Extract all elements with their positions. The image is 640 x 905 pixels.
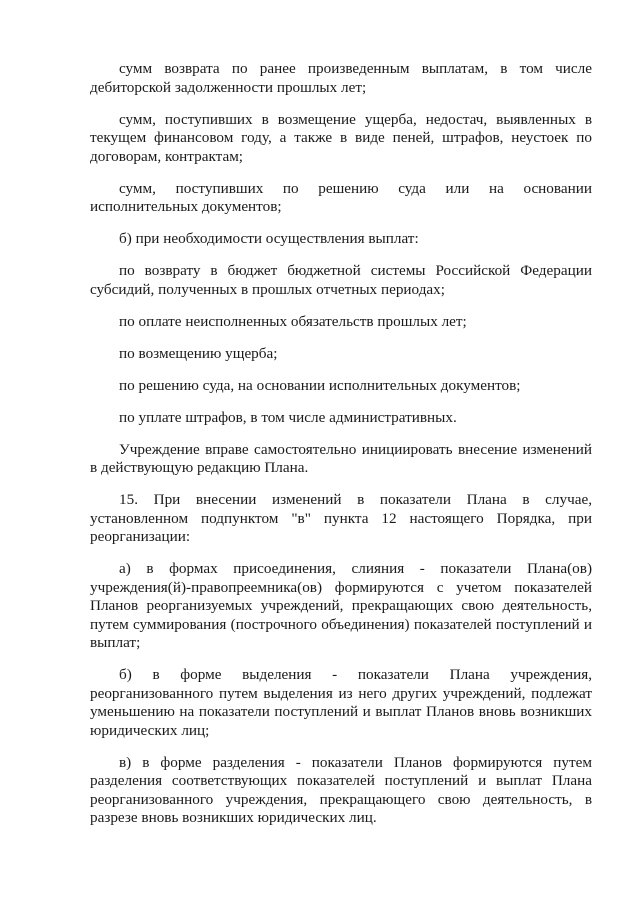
paragraph-refund-sums: сумм возврата по ранее произведенным выплатам, в том числе дебиторской задолженности прошлых лет; <box>90 60 592 96</box>
paragraph-item-v-division: в) в форме разделения - показатели Планов формируются путем разделения соответствующих показателей поступлений и выплат Плана реорганизованного учреждения, прекращающего свою деятельность, в разрезе вновь возникших юридических лиц. <box>90 753 592 826</box>
paragraph-court-decision-sums: сумм, поступивших по решению суда или на основании исполнительных документов; <box>90 179 592 215</box>
paragraph-section-15: 15. При внесении изменений в показатели Плана в случае, установленном подпунктом "в" пункта 12 настоящего Порядка, при реорганизации: <box>90 491 592 545</box>
paragraph-fines-payment: по уплате штрафов, в том числе административных. <box>119 408 457 426</box>
paragraph-institution-initiative: Учреждение вправе самостоятельно инициировать внесение изменений в действующую редакцию Плана. <box>90 440 592 476</box>
paragraph-unfulfilled-obligations: по оплате неисполненных обязательств прошлых лет; <box>119 312 467 330</box>
document-body <box>90 60 592 841</box>
paragraph-item-b-separation: б) в форме выделения - показатели Плана учреждения, реорганизованного путем выделения из него других учреждений, подлежат уменьшению на показатели поступлений и выплат Планов вновь возникших юридических лиц; <box>90 666 592 739</box>
paragraph-subsidy-return: по возврату в бюджет бюджетной системы Российской Федерации субсидий, полученных в прошлых отчетных периодах; <box>90 262 592 298</box>
paragraph-damage-compensation: по возмещению ущерба; <box>119 344 278 362</box>
paragraph-court-decision: по решению суда, на основании исполнительных документов; <box>119 376 521 394</box>
paragraph-item-a-merger: а) в формах присоединения, слияния - показатели Плана(ов) учреждения(й)-правопреемника(ов) формируются с учетом показателей Планов реорганизуемых учреждений, прекращающих свою деятельность, путем суммирования (построчного объединения) показателей поступлений и выплат; <box>90 560 592 651</box>
paragraph-item-b-payments: б) при необходимости осуществления выплат: <box>119 230 419 247</box>
paragraph-damage-compensation-sums: сумм, поступивших в возмещение ущерба, недостач, выявленных в текущем финансовом году, а также в виде пеней, штрафов, неустоек по договорам, контрактам; <box>90 110 592 165</box>
